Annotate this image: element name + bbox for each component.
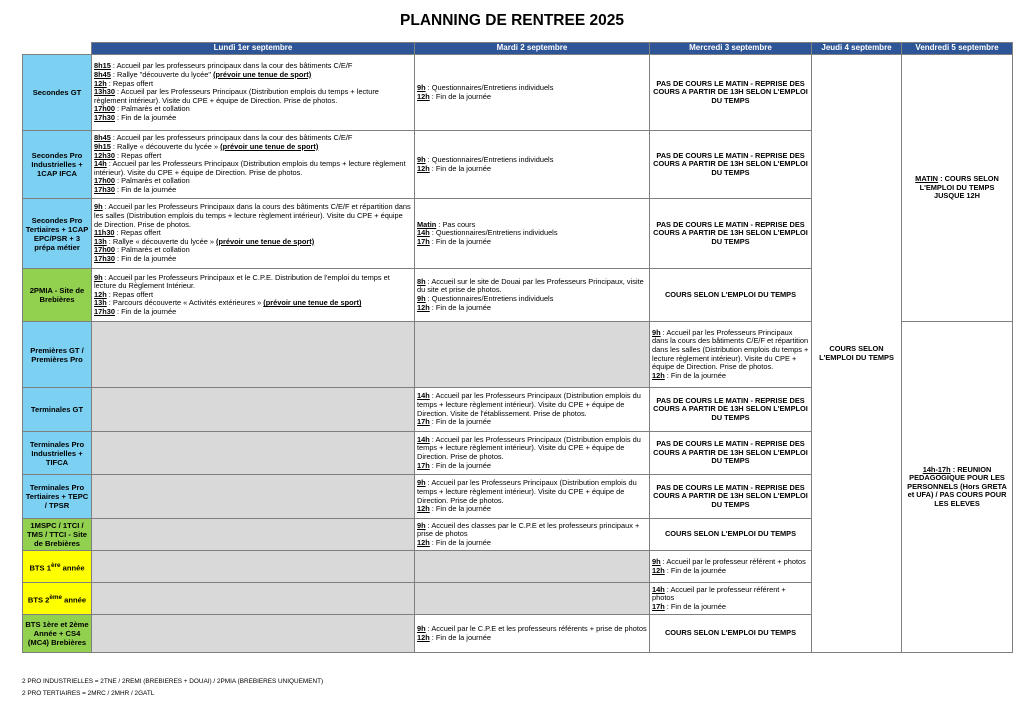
monday-cell: 8h45 : Accueil par les professeurs principaux dans la cour des bâtiments C/E/F 9h15 : Rallye « découverte du lycée » (prévoir une tenue de sport) 12h30 : Repas offert 14h : Accueil par les Professeurs Principaux (Distribution emplois du temps + lecture règlement intérieur). Visite du CPE + équipe de Direction. Prise de photos. 17h00 : Palmarès et collation 17h30 : Fin de la journée — [92, 131, 415, 199]
wednesday-cell: 9h : Accueil par les Professeurs Principaux dans la cours des bâtiments C/E/F et répartition dans les salles (Distribution emplois du temps + lecture règlement intérieur). Visite du CPE + équipe de Direction. Prise de photos. 12h : Fin de la journée — [650, 322, 812, 388]
row-label: Secondes Pro Industrielles + 1CAP IFCA — [23, 131, 92, 199]
day-header: Lundi 1er septembre — [92, 43, 415, 55]
empty-cell — [92, 322, 415, 388]
tuesday-cell: 14h : Accueil par les Professeurs Principaux (Distribution emplois du temps + lecture règlement intérieur). Visite du CPE + équipe de Direction. Visite de l'établissement. Prise de photos. 17h : Fin de la journée — [415, 388, 650, 432]
row-label: 2PMIA - Site de Brebières — [23, 269, 92, 322]
table-row — [23, 55, 1013, 131]
footnote: 2 PRO INDUSTRIELLES = 2TNE / 2REMI (BREBIERES + DOUAI) / 2PMIA (BREBIERES UNIQUEMENT) — [22, 678, 324, 685]
empty-cell — [92, 551, 415, 583]
tuesday-cell: 14h : Accueil par les Professeurs Principaux (Distribution emplois du temps + lecture règlement intérieur). Visite du CPE + équipe de Direction. Prise de photos. 17h : Fin de la journée — [415, 432, 650, 475]
empty-cell — [415, 322, 650, 388]
empty-cell — [92, 475, 415, 519]
friday-afternoon-cell: 14h-17h : REUNION PEDAGOGIQUE POUR LES PERSONNELS (Hors GRETA et UFA) / PAS COURS POUR LES ELEVES — [902, 322, 1013, 653]
wednesday-cell: PAS DE COURS LE MATIN - REPRISE DES COURS A PARTIR DE 13H SELON L'EMPLOI DU TEMPS — [650, 199, 812, 269]
row-label: Premières GT / Premières Pro — [23, 322, 92, 388]
empty-cell — [415, 583, 650, 615]
footnotes — [22, 676, 323, 700]
empty-cell — [92, 615, 415, 653]
wednesday-cell: PAS DE COURS LE MATIN - REPRISE DES COURS A PARTIR DE 13H SELON L'EMPLOI DU TEMPS — [650, 55, 812, 131]
wednesday-cell: COURS SELON L'EMPLOI DU TEMPS — [650, 519, 812, 551]
thursday-cell: COURS SELON L'EMPLOI DU TEMPS — [812, 55, 902, 653]
empty-cell — [92, 388, 415, 432]
wednesday-cell: COURS SELON L'EMPLOI DU TEMPS — [650, 269, 812, 322]
wednesday-cell: PAS DE COURS LE MATIN - REPRISE DES COURS A PARTIR DE 13H SELON L'EMPLOI DU TEMPS — [650, 475, 812, 519]
friday-morning-cell: MATIN : COURS SELON L'EMPLOI DU TEMPS JUSQUE 12H — [902, 55, 1013, 322]
tuesday-cell: 9h : Questionnaires/Entretiens individuels 12h : Fin de la journée — [415, 131, 650, 199]
monday-cell: 8h15 : Accueil par les professeurs principaux dans la cour des bâtiments C/E/F 8h45 : Rallye "découverte du lycée" (prévoir une tenue de sport) 12h : Repas offert 13h30 : Accueil par les Professeurs Principaux (Distribution emplois du temps + lecture règlement intérieur). Visite du CPE + équipe de Direction. Prise de photos. 17h00 : Palmarès et collation 17h30 : Fin de la journée — [92, 55, 415, 131]
tuesday-cell: 9h : Accueil par les Professeurs Principaux (Distribution emplois du temps + lecture règlement intérieur). Visite du CPE + équipe de Direction. Prise de photos. 12h : Fin de la journée — [415, 475, 650, 519]
wednesday-cell: PAS DE COURS LE MATIN - REPRISE DES COURS A PARTIR DE 13H SELON L'EMPLOI DU TEMPS — [650, 432, 812, 475]
day-header: Mercredi 3 septembre — [650, 43, 812, 55]
page-title: PLANNING DE RENTREE 2025 — [400, 12, 624, 29]
row-label: Terminales Pro Tertiaires + TEPC / TPSR — [23, 475, 92, 519]
empty-cell — [92, 583, 415, 615]
row-label: Secondes GT — [23, 55, 92, 131]
day-header: Jeudi 4 septembre — [812, 43, 902, 55]
tuesday-cell: 8h : Accueil sur le site de Douai par les Professeurs Principaux, visite du site et prise de photos. 9h : Questionnaires/Entretiens individuels 12h : Fin de la journée — [415, 269, 650, 322]
tuesday-cell: Matin : Pas cours 14h : Questionnaires/Entretiens individuels 17h : Fin de la journée — [415, 199, 650, 269]
footnote: 2 PRO TERTIAIRES = 2MRC / 2MHR / 2GATL — [22, 690, 155, 697]
day-header: Mardi 2 septembre — [415, 43, 650, 55]
wednesday-cell: 14h : Accueil par le professeur référent + photos 17h : Fin de la journée — [650, 583, 812, 615]
row-label: Terminales GT — [23, 388, 92, 432]
row-label: 1MSPC / 1TCI / TMS / TTCI - Site de Brebières — [23, 519, 92, 551]
tuesday-cell: 9h : Accueil par le C.P.E et les professeurs référents + prise de photos 12h : Fin de la journée — [415, 615, 650, 653]
wednesday-cell: PAS DE COURS LE MATIN - REPRISE DES COURS A PARTIR DE 13H SELON L'EMPLOI DU TEMPS — [650, 388, 812, 432]
day-header: Vendredi 5 septembre — [902, 43, 1013, 55]
wednesday-cell: PAS DE COURS LE MATIN - REPRISE DES COURS A PARTIR DE 13H SELON L'EMPLOI DU TEMPS — [650, 131, 812, 199]
wednesday-cell: 9h : Accueil par le professeur référent + photos 12h : Fin de la journée — [650, 551, 812, 583]
monday-cell: 9h : Accueil par les Professeurs Principaux et le C.P.E. Distribution de l'emploi du temps et lecture du Règlement Intérieur. 12h : Repas offert 13h : Parcours découverte « Activités extérieures » (prévoir une tenue de sport) 17h30 : Fin de la journée — [92, 269, 415, 322]
row-label: Secondes Pro Tertiaires + 1CAP EPC/PSR + 3 prépa métier — [23, 199, 92, 269]
row-label: BTS 1ère année — [23, 551, 92, 583]
schedule-table — [22, 42, 1013, 653]
corner-cell — [23, 43, 92, 55]
row-label: Terminales Pro Industrielles + TIFCA — [23, 432, 92, 475]
empty-cell — [92, 432, 415, 475]
monday-cell: 9h : Accueil par les Professeurs Principaux dans la cours des bâtiments C/E/F et répartition dans les salles (Distribution emplois du temps + lecture règlement intérieur). Visite du CPE + équipe de Direction. Prise de photos. 11h30 : Repas offert 13h : Rallye « découverte du lycée » (prévoir une tenue de sport) 17h00 : Palmarès et collation 17h30 : Fin de la journée — [92, 199, 415, 269]
wednesday-cell: COURS SELON L'EMPLOI DU TEMPS — [650, 615, 812, 653]
header-row — [23, 43, 1013, 55]
row-label: BTS 2ème année — [23, 583, 92, 615]
tuesday-cell: 9h : Questionnaires/Entretiens individuels 12h : Fin de la journée — [415, 55, 650, 131]
row-label: BTS 1ère et 2ème Année + CS4 (MC4) Brebières — [23, 615, 92, 653]
tuesday-cell: 9h : Accueil des classes par le C.P.E et les professeurs principaux + prise de photos 12h : Fin de la journée — [415, 519, 650, 551]
empty-cell — [415, 551, 650, 583]
empty-cell — [92, 519, 415, 551]
